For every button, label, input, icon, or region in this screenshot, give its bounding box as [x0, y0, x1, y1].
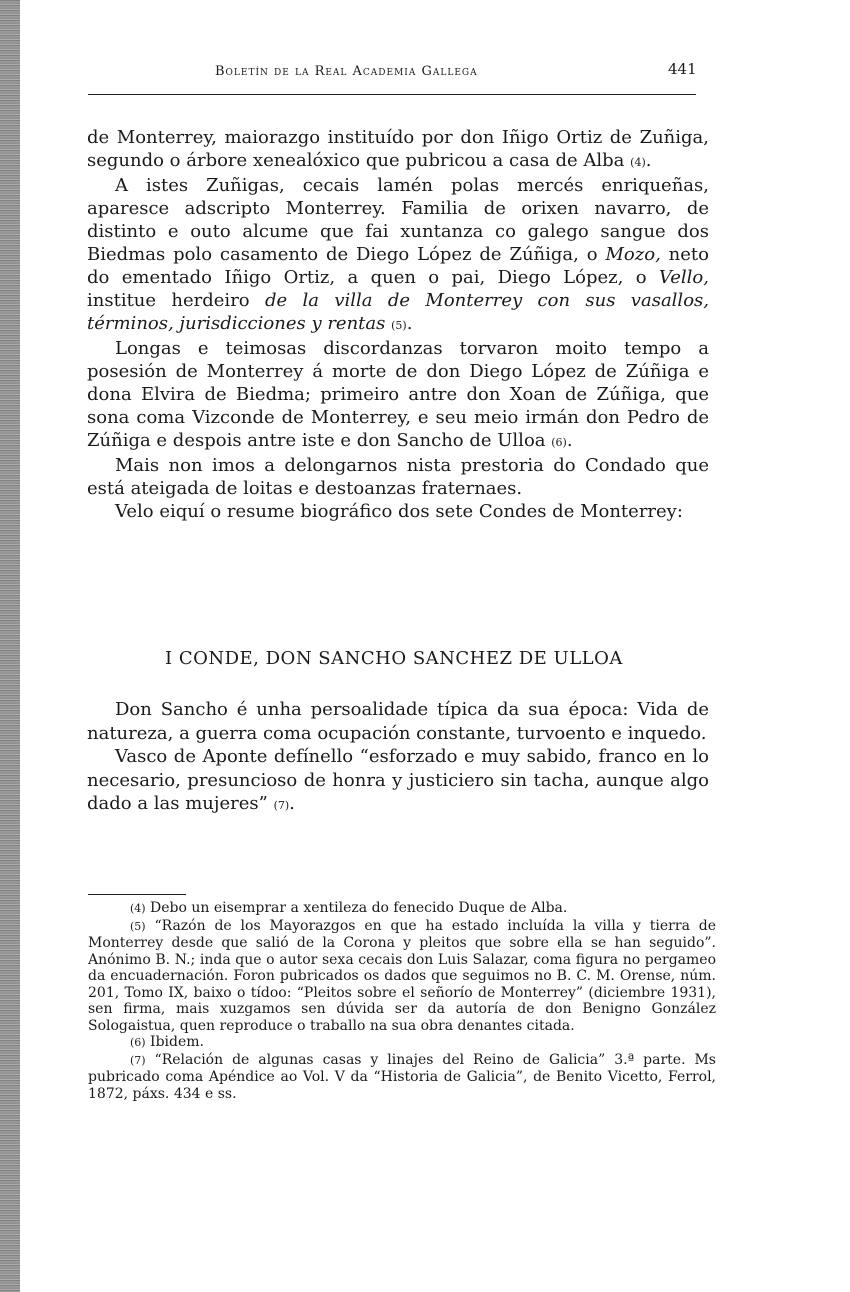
footnote-6: (6) Ibidem. [130, 1034, 204, 1050]
paragraph-6: Don Sancho é unha persoalidade típica da sua época: Vida de natureza, a guerra coma ocupación constante, turvoento e inquedo. [87, 699, 709, 744]
scan-edge [0, 0, 20, 1292]
paragraph-4: Mais non imos a delongarnos nista prestoria do Condado que está ateigada de loitas e destoanzas fraternaes. [87, 455, 709, 499]
paragraph-5: Velo eiquí o resume biográfico dos sete Condes de Monterrey: [115, 501, 683, 522]
footnote-ref-5: (5) [391, 319, 407, 332]
footnote-7: (7) “Relación de algunas casas y linajes del Reino de Galicia” 3.ª parte. Ms pubricado coma Apéndice ao Vol. V da “Historia de Galicia”, de Benito Vicetto, Ferrol, 1872, páxs. 434 e ss. [88, 1051, 716, 1102]
section-body [87, 698, 709, 818]
footnote-ref-7: (7) [273, 799, 290, 812]
quoted-phrase: de la villa de Monterrey con sus vasallos, términos, jurisdicciones y rentas [87, 290, 709, 334]
paragraph-1: de Monterrey, maiorazgo instituído por don Iñigo Ortiz de Zuñiga, segundo o árbore xenealóxico que pubricou a casa de Alba (4). [87, 127, 709, 171]
paragraph-3: Longas e teimosas discordanzas torvaron moito tempo a posesión de Monterrey á morte de don Diego López de Zúñiga e dona Elvira de Biedma; primeiro antre don Xoan de Zúñiga, que sona coma Vizconde de Monterrey, e seu meio irmán don Pedro de Zúñiga e despois antre iste e don Sancho de Ulloa (6). [87, 338, 709, 451]
paragraph-2: A istes Zuñigas, cecais lamén polas mercés enriqueñas, aparesce adscripto Monterrey. Familia de orixen navarro, de distinto e outo alcume que fai xuntanza co galego sangue dos Biedmas polo casamento de Diego López de Zúñiga, o Mozo, neto do ementado Iñigo Ortiz, a quen o pai, Diego López, o Vello, institue herdeiro de la villa de Monterrey con sus vasallos, términos, jurisdicciones y rentas (5). [87, 175, 709, 334]
footnote-ref-4: (4) [630, 156, 646, 169]
page-number: 441 [668, 60, 697, 78]
footnote-5: (5) “Razón de los Mayorazgos en que ha estado incluída la villa y tierra de Monterrey desde que salió de la Corona y pleitos que sobre ella se han seguido”. Anónimo B. N.; inda que o autor sexa cecais don Luis Salazar, coma figura no pergameo da encuadernación. Foron pubricados os dados que seguimos no B. C. M. Orense, núm. 201, Tomo IX, baixo o tídoo: “Pleitos sobre el señorío de Monterrey” (diciembre 1931), sen firma, mais xuzgamos sen dúvida ser da autoría de don Benigno González Sologaistua, quen reproduce o traballo na sua obra denantes citada. [88, 917, 716, 1034]
paragraph-7: Vasco de Aponte defínello “esforzado e muy sabido, franco en lo necesario, presuncioso de honra y justiciero sin tacha, aunque algo dado a las mujeres” (7). [87, 746, 709, 814]
section-heading: I CONDE, DON SANCHO SANCHEZ DE ULLOA [165, 648, 623, 669]
header-rule [88, 94, 696, 95]
footnote-rule [88, 894, 186, 895]
footnote-4: (4) Debo un eisemprar a xentileza do fenecido Duque de Alba. [130, 900, 568, 916]
footnote-ref-6: (6) [551, 436, 567, 449]
running-header: Boletín de la Real Academia Gallega [215, 64, 478, 79]
footnotes [88, 900, 716, 1102]
body-text [87, 126, 709, 523]
